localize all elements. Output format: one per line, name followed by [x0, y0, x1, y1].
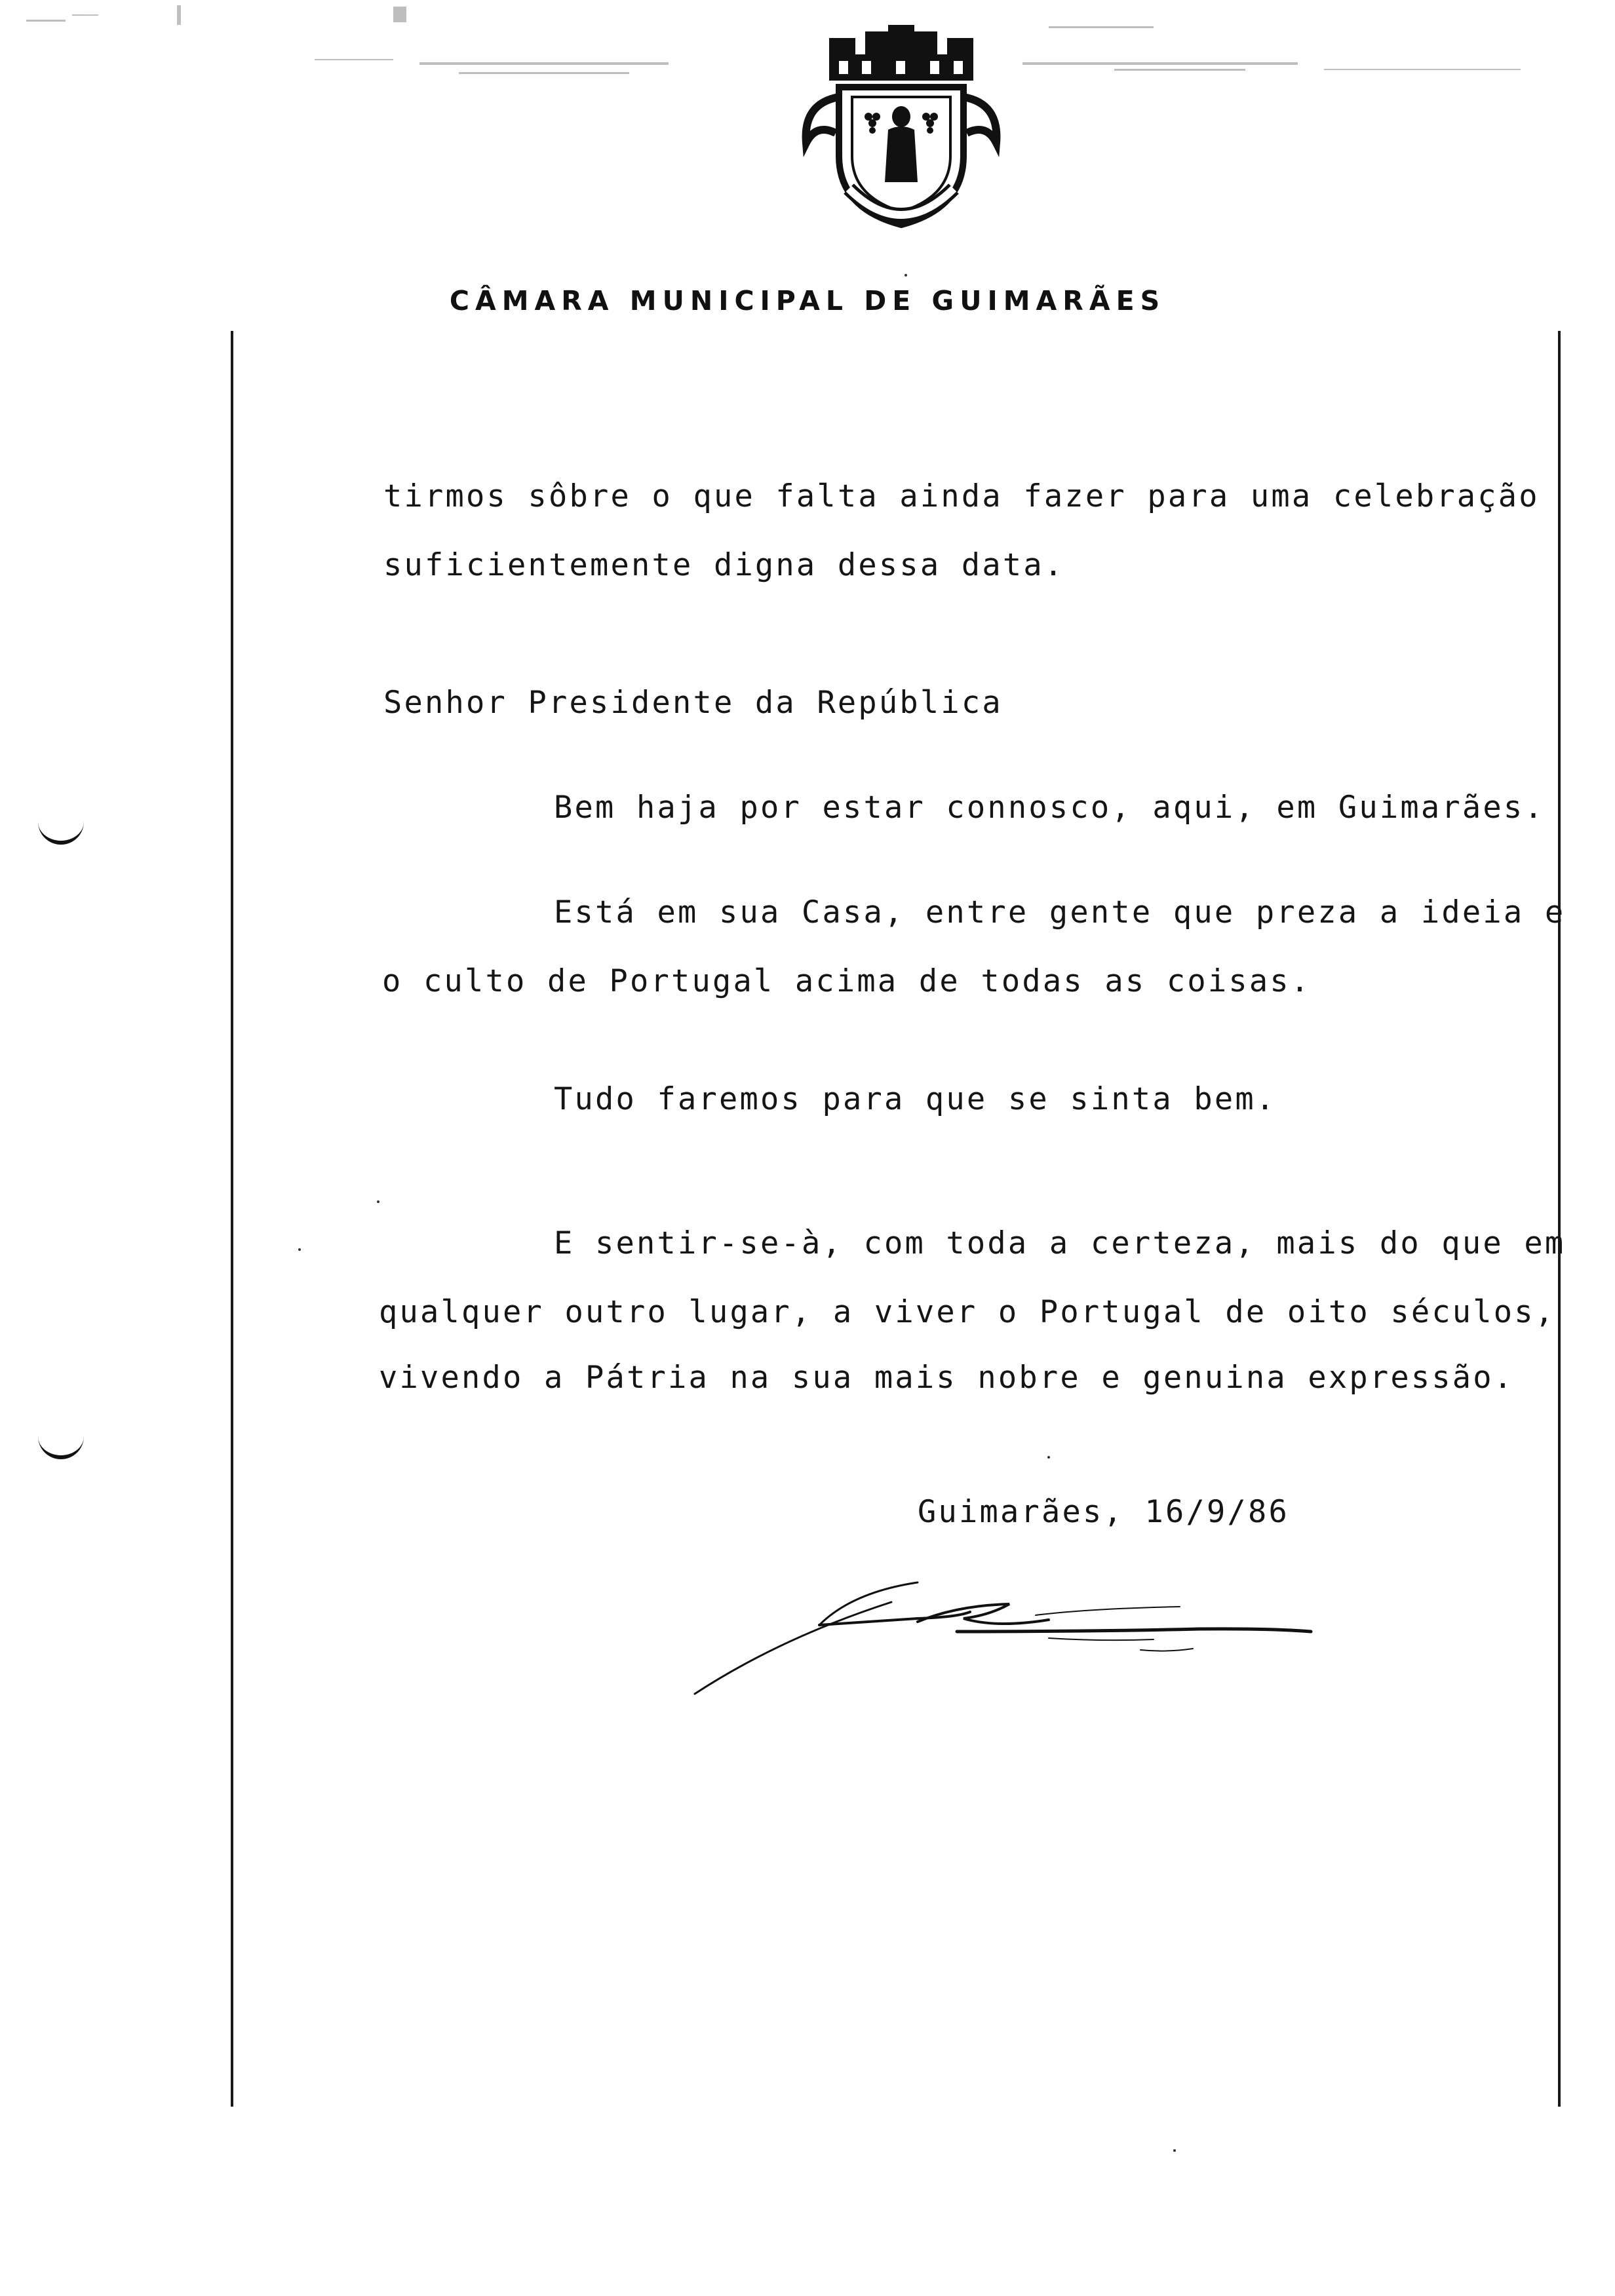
scan-speck — [298, 1248, 301, 1251]
body-line: qualquer outro lugar, a viver o Portugal de oito séculos, — [379, 1294, 1556, 1330]
body-line: tirmos sôbre o que falta ainda fazer para uma celebração — [383, 478, 1540, 514]
place-date: Guimarães, 16/9/86 — [918, 1494, 1289, 1530]
scan-speck — [377, 1200, 379, 1203]
salutation: Senhor Presidente da República — [383, 685, 1003, 721]
punch-hole-mark — [38, 817, 84, 845]
punch-hole-mark — [38, 1432, 84, 1459]
body-line: Está em sua Casa, entre gente que preza a ideia e — [554, 894, 1566, 930]
body-line: Tudo faremos para que se sinta bem. — [554, 1081, 1277, 1117]
municipal-coat-of-arms-icon — [790, 25, 1013, 235]
organization-name: CÂMARA MUNICIPAL DE GUIMARÃES — [449, 285, 1166, 316]
right-margin-rule — [1558, 331, 1561, 2107]
scan-speck — [1047, 1456, 1050, 1459]
body-line: o culto de Portugal acima de todas as coisas. — [382, 963, 1312, 999]
handwritten-signature-icon — [682, 1566, 1324, 1697]
body-line: vivendo a Pátria na sua mais nobre e genuina expressão. — [379, 1360, 1515, 1396]
body-line: E sentir-se-à, com toda a certeza, mais do que em — [554, 1225, 1566, 1261]
body-line: Bem haja por estar connosco, aqui, em Guimarães. — [554, 790, 1545, 826]
left-margin-rule — [231, 331, 233, 2107]
scan-speck — [905, 274, 907, 277]
scan-speck — [1173, 2149, 1176, 2152]
body-line: suficientemente digna dessa data. — [383, 547, 1065, 583]
